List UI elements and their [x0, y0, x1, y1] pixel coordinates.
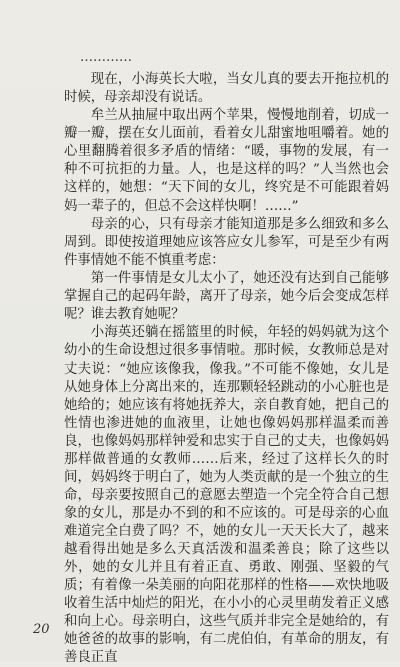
paragraph: 现在，小海英长大啦，当女儿真的要去开拖拉机的时候，母亲却没有说话。 [64, 72, 389, 106]
paragraph: 牟兰从抽屉中取出两个苹果，慢慢地削着，切成一瓣一瓣，摆在女儿面前，看着女儿甜蜜地咀嚼着。她的心里翻腾着很多矛盾的情绪：“暖，事物的发展，有一种不可抗拒的力量。人，也是这样的吗？”人当然也会这样的，她想：“天下间的女儿，终究是不可能跟着妈妈一辈子的，但总不会这样快啊！……” [64, 108, 389, 214]
page-number: 20 [33, 622, 50, 637]
paragraph: 小海英还躺在摇篮里的时候，年轻的妈妈就为这个幼小的生命设想过很多事情啦。那时候，女教师总是对丈夫说：“她应该像我，像我。”不可能不像她，女儿是从她身体上分离出来的，连那颗轻轻跳动的小心脏也是她给的；她应该有将她抚养大，亲自教育她，把自己的性情也渗进她的血液里，让她也像妈妈那样温柔而善良，也像妈妈那样钟爱和忠实于自己的丈夫，也像妈妈那样做普通的女教师……后来，经过了这样长久的时间，妈妈终于明白了，她为人类贡献的是一个独立的生命，母亲要按照自己的意愿去塑造一个完全符合自己想象的女儿，那是办不到的和不应该的。可是母亲的心血难道完全白费了吗？不，她的女儿一天天长大了，越来越看得出她是多么天真活泼和温柔善良；除了这些以外，她的女儿并且有着正直、勇敢、刚强、坚毅的气质；有着像一朵美丽的向阳花那样的性格——欢快地吸收着生活中灿烂的阳光，在小小的心灵里萌发着正义感和向上心。母亲明白，这些气质并非完全是她给的，有她爸爸的故事的影响，有二虎伯伯，有革命的朋友，有善良正直 [64, 325, 389, 666]
section-ellipsis: ………… [80, 50, 132, 65]
body-text [64, 71, 389, 667]
paragraph: 第一件事情是女儿太小了，她还没有达到自己能够掌握自己的起码年龄，离开了母亲，她今后会变成怎样呢？谁去教育她呢？ [64, 271, 389, 323]
paragraph: 母亲的心，只有母亲才能知道那是多么细致和多么周到。即使按道理她应该答应女儿参军，可是至少有两件事情她不能不慎重考虑： [64, 216, 389, 268]
